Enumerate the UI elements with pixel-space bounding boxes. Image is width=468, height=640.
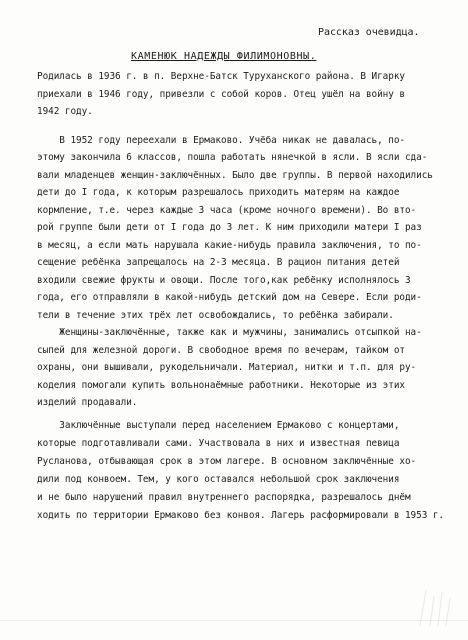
text-line: в месяц, а если мать нарушала какие-нибудь правила заключения, то по- [37, 240, 422, 251]
text-line: этому закончила 6 классов, пошла работать нянечкой в ясли. В ясли сда- [37, 152, 428, 163]
text-line: ходить по территории Ермаково без конвоя. Лагерь расформировали в 1953 г. [37, 510, 445, 521]
text-line: Родилась в 1936 г. в п. Верхне-Батск Туруханского района. В Игарку [37, 71, 405, 82]
text-line: охраны, они вышивали, рукодельничали. Материал, нитки и т.п. для ру- [37, 362, 417, 373]
text-line: дети до I года, к которым разрешалось приходить матерям на каждое [37, 187, 400, 198]
text-line: дили под конвоем. Тем, у кого оставался небольшой срок заключения [37, 474, 400, 485]
text-line: Русланова, отбывающая срок в этом лагере. В основном заключённые хо- [37, 456, 417, 467]
text-line: Женщины-заключённые, также как и мужчины, занимались отсыпкой на- [37, 327, 422, 338]
text-line: приехали в 1946 году, привезли с собой коров. Отец ушёл на войну в [37, 89, 405, 100]
text-line: коделия помогали купить вольнонаёмные работники. Некоторые из этих [37, 380, 405, 391]
document-header: Рассказ очевидца. [318, 27, 420, 38]
paper-fold-line [0, 620, 468, 621]
text-line: тели в течение этих трёх лет освобождались, то ребёнка забирали. [37, 310, 394, 321]
text-line: сещение ребёнка запрещалось на 2-3 месяца. В рацион питания детей [37, 257, 400, 268]
text-line: вали младенцев женщин-заключённых. Было две группы. В первой находились [37, 170, 433, 181]
faint-archive-mark [416, 586, 454, 630]
text-line: рой группе были дети от I года до 3 лет. К ним приходили матери I раз [37, 222, 422, 233]
text-line: года, его отправляли в какой-нибудь детский дом на Севере. Если роди- [37, 292, 422, 303]
text-line: изделий продавали. [37, 397, 138, 408]
text-line: В 1952 году переехали в Ермаково. Учёба никак не давалась, по- [37, 135, 405, 146]
text-line: которые подготавливали сами. Участвовала в них и известная певица [37, 438, 400, 449]
text-line: 1942 году. [37, 106, 93, 117]
text-line: кормление, т.е. через каждые 3 часа (кроме ночного времени). Во вто- [37, 205, 417, 216]
text-line: Заключённые выступали перед населением Ермаково с концертами, [37, 420, 400, 431]
text-line: сыпей для железной дороги. В свободное время по вечерам, тайком от [37, 345, 405, 356]
document-title: КАМЕНЮК НАДЕЖДЫ ФИЛИМОНОВНЫ. [131, 51, 317, 62]
text-line: входили свежие фрукты и овощи. После того,как ребёнку исполнялось 3 [37, 275, 411, 286]
text-line: и не было нарушений правил внутреннего распорядка, разрешалось днём [37, 492, 411, 503]
